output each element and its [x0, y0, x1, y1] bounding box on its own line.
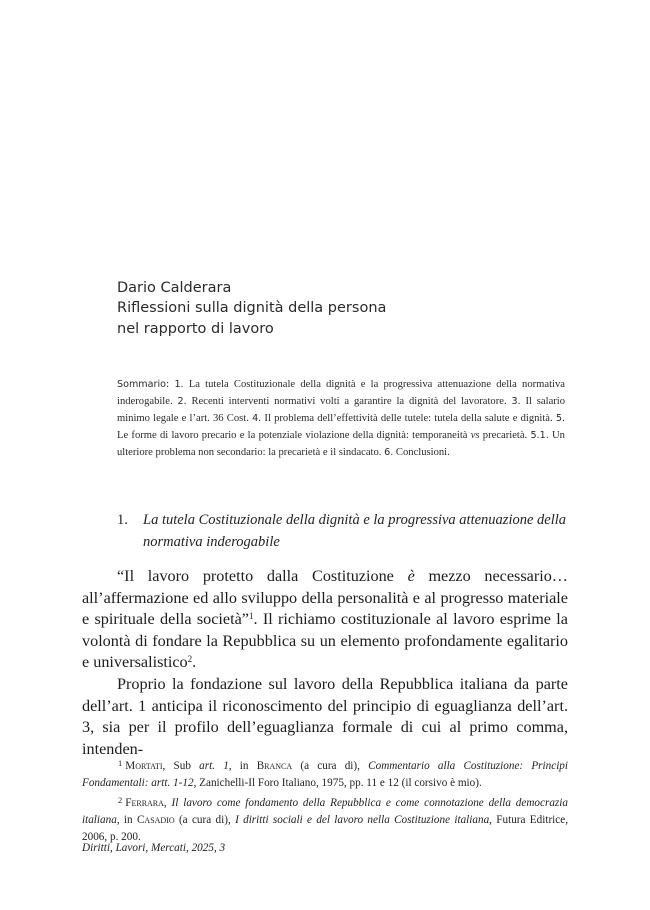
summary-item-text: Conclusioni.	[395, 447, 450, 458]
text-run: ,	[163, 796, 172, 809]
summary-item-number: 5.	[555, 413, 566, 424]
footnote-ref[interactable]: 1	[248, 611, 254, 622]
article-title-line-1: Riflessioni sulla dignità della persona	[117, 300, 387, 316]
footnote-number: 1	[118, 758, 123, 768]
summary-vs: vs	[470, 430, 480, 441]
summary	[117, 376, 565, 461]
emphasis: è	[407, 567, 415, 585]
paragraph	[82, 566, 568, 674]
article-title-line-2: nel rapporto di lavoro	[117, 321, 274, 337]
summary-item-text: Il salario minimo legale e l’art. 36 Cost.	[117, 396, 566, 424]
text-run: , Futura Editrice, 2006, p. 200.	[82, 813, 569, 843]
article-title	[117, 298, 386, 340]
section-heading	[117, 509, 567, 553]
text-run: , in	[116, 813, 137, 826]
summary-item-text: Il problema dell’effettività delle tutele: tutela della salute e dignità.	[264, 413, 553, 424]
section-title: La tutela Costituzionale della dignità e la progressiva attenuazione della normativa inderogabile	[143, 512, 567, 550]
footnotes	[82, 755, 568, 846]
footnote-number: 2	[118, 794, 123, 805]
text-run: (a cura di),	[292, 759, 369, 772]
summary-item-text: Recenti interventi normativi volti a garantire la dignità del lavoratore.	[191, 396, 507, 407]
summary-item-text: La tutela Costituzionale della dignità e la progressiva attenuazione della normativa inderogabile.	[117, 379, 565, 407]
summary-label: Sommario:	[117, 379, 170, 390]
footnote-ref[interactable]: 2	[187, 654, 193, 665]
summary-item-number: 4.	[252, 413, 262, 424]
text-run: “Il lavoro protetto dalla Costituzione	[117, 567, 408, 585]
cited-work: Commentario alla Costituzione: Principi Fondamentali: artt. 1-12	[82, 759, 569, 789]
text-run: mezzo necessario… all’affermazione ed allo sviluppo della personalità e al progresso materiale e spirituale della società”	[82, 567, 568, 629]
cited-editor: Branca	[256, 759, 293, 772]
journal-footer: Diritti, Lavori, Mercati, 2025, 3	[82, 842, 226, 854]
summary-item-number: 2.	[177, 396, 187, 407]
cited-author: Ferrara	[125, 796, 164, 809]
text-run: , Sub	[162, 759, 200, 772]
cited-work: Il lavoro come fondamento della Repubblica e come connotazione della democrazia italiana	[82, 796, 568, 826]
footnote	[82, 792, 568, 846]
cited-article: art. 1	[199, 759, 229, 772]
cited-author: Mortati	[125, 759, 163, 772]
summary-item-text: Le forme di lavoro precario e la potenziale violazione della dignità: temporaneità	[117, 430, 468, 441]
summary-item-number: 5.1.	[530, 430, 549, 441]
text-run: . Il richiamo costituzionale al lavoro esprime la volontà di fondare la Repubblica su un elemento profondamente egalitario e universalistico	[82, 610, 568, 672]
summary-item-number: 3.	[511, 396, 521, 407]
summary-item-text-end: precarietà.	[482, 430, 528, 441]
text-run: (a cura di),	[174, 813, 236, 826]
author-name: Dario Calderara	[117, 280, 232, 296]
text-run: , in	[228, 759, 257, 772]
body-text	[82, 566, 568, 760]
cited-work: I diritti sociali e del lavoro nella Costituzione italiana	[235, 813, 490, 826]
text-run: , Zanichelli-Il Foro Italiano, 1975, pp. 11 e 12 (il corsivo è mio).	[193, 776, 482, 789]
text-run: .	[192, 653, 197, 672]
footnote	[82, 755, 568, 792]
summary-item-number: 1.	[174, 379, 184, 390]
summary-item-text: Un ulteriore problema non secondario: la precarietà e il sindacato.	[117, 430, 565, 458]
cited-editor: Casadio	[136, 813, 175, 826]
section-number: 1.	[117, 512, 128, 528]
summary-item-number: 6.	[384, 447, 394, 458]
paragraph: Proprio la fondazione sul lavoro della Repubblica italiana da parte dell’art. 1 anticipa il riconoscimento del principio di eguaglianza dell’art. 3, sia per il profilo dell’eguaglianza formale di cui al primo comma, intenden-	[82, 674, 568, 758]
